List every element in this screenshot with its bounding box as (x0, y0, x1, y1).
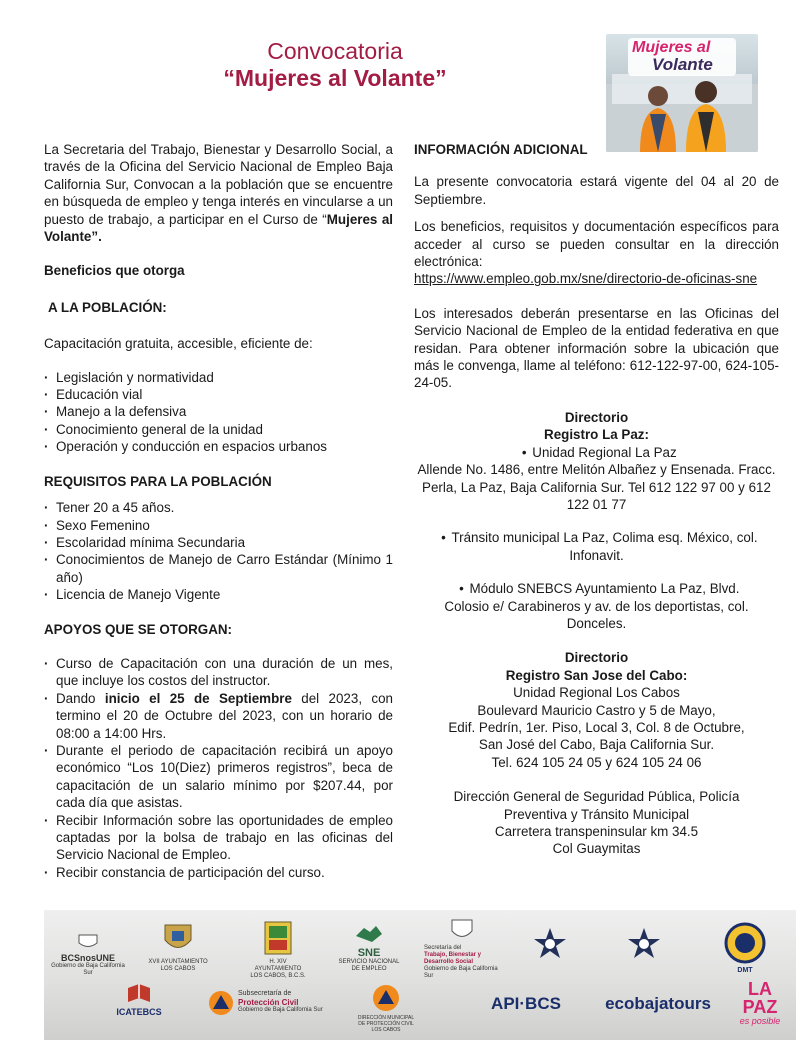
left-column (44, 141, 393, 881)
police-star-icon (626, 926, 662, 962)
intro-course-name: Mujeres al Volante”. (44, 211, 393, 245)
book-icon (126, 982, 152, 1004)
lp-modulo-text: Módulo SNEBCS Ayuntamiento La Paz, Blvd. Colosio e/ Carabineros y av. de los deportistas, col. Donceles. (444, 581, 749, 631)
coat-of-arms-icon (161, 922, 195, 956)
dmpc-logo-text: DIRECCIÓN MUNICIPAL DE PROTECCIÓN CIVIL LOS CABOS (357, 1015, 415, 1033)
lapaz-logo-text: LA PAZ (742, 979, 778, 1017)
dmt-logo-text: DMT (737, 967, 753, 974)
security-address: Carretera transpeninsular km 34.5 (494, 824, 699, 839)
training-intro: Capacitación gratuita, accesible, eficiente de: (44, 336, 313, 352)
sjc-office-name: Unidad Regional Los Cabos (513, 685, 680, 701)
validity-paragraph: La presente convocatoria estará vigente del 04 al 20 de Septiembre. (414, 174, 779, 207)
directory-url-link[interactable]: https://www.empleo.gob.mx/sne/directorio-de-oficinas-sne (414, 271, 758, 287)
handshake-icon (354, 922, 384, 944)
lapaz-logo-sub: es posible (739, 1016, 781, 1026)
directory-la-paz-heading: Directorio (564, 409, 629, 425)
police-star-icon (532, 926, 568, 962)
xvii-ayuntamiento-logo (148, 922, 208, 973)
lp-office-name (414, 444, 779, 461)
benefits-link-paragraph: Los beneficios, requisitos y documentación específicos para acceder al curso se pueden consultar en la dirección electrónica: (414, 219, 779, 270)
list-item: · Recibir constancia de participación del curso. (44, 864, 393, 881)
list-item: · Sexo Femenino (44, 517, 393, 534)
lp-modulo (414, 580, 779, 632)
list-item: · Escolaridad mínima Secundaria (44, 534, 393, 551)
list-item: · Operación y conducción en espacios urbanos (44, 438, 393, 455)
sjc-address-line: Edif. Pedrín, 1er. Piso, Local 3, Col. 8 de Octubre, (448, 719, 745, 735)
right-column (414, 141, 779, 858)
hero-banner-image (606, 34, 758, 152)
stbds-line-2: Trabajo, Bienestar y (424, 952, 482, 958)
list-item: · Educación vial (44, 386, 393, 403)
civil-protection-icon (372, 984, 400, 1012)
xiv-ayuntamiento-logo (248, 920, 308, 980)
sjc-phone: Tel. 624 105 24 05 y 624 105 24 06 (491, 754, 702, 770)
benefits-heading: Beneficios que otorga (44, 263, 185, 279)
bcs-logo-text: BCSnosUNE (60, 953, 115, 963)
list-item: · Legislación y normatividad (44, 369, 393, 386)
list-item: · Tener 20 a 45 años. (44, 499, 393, 516)
intro-paragraph (44, 141, 393, 245)
support-schedule-text: del 2023, con termino el 20 de Octubre del 2023, con un horario de 08:00 a 14:00 Hrs. (56, 690, 394, 741)
support-list (44, 655, 393, 881)
list-item (44, 690, 393, 742)
bullet-icon: • (459, 581, 464, 597)
benefits-list (44, 369, 393, 456)
list-item: · Conocimientos de Manejo de Carro Estándar (Mínimo 1 año) (44, 551, 393, 586)
support-start-date: inicio el 25 de Septiembre (104, 690, 292, 706)
xvii-logo-text: XVII AYUNTAMIENTO LOS CABOS (148, 959, 208, 972)
info-heading: INFORMACIÓN ADICIONAL (414, 142, 588, 157)
sjc-address-line: San José del Cabo, Baja California Sur. (478, 737, 715, 753)
municipal-emblem-icon (263, 920, 293, 956)
security-name: Dirección General de Seguridad Pública, Policía Preventiva y Tránsito Municipal (453, 789, 740, 822)
directory-los-cabos-heading: Directorio (564, 650, 629, 666)
lp-transito-text: Tránsito municipal La Paz, Colima esq. México, col. Infonavit. (451, 530, 758, 563)
shield-icon (77, 934, 99, 950)
dmt-badge-logo (722, 922, 768, 974)
registro-la-paz-heading: Registro La Paz: (544, 427, 649, 443)
lp-office-address: Allende No. 1486, entre Melitón Albañez y Ensenada. Fracc. Perla, La Paz, Baja California Sur. Tel 612 122 97 00 y 612 122 01 77 (417, 462, 776, 512)
sne-logo-text: SNE (357, 947, 381, 959)
stbds-logo (424, 918, 504, 980)
pc-line-2: Protección Civil (238, 998, 299, 1007)
bullet-icon: • (521, 444, 527, 460)
transit-badge-icon (724, 922, 766, 964)
security-address: Col Guaymitas (552, 841, 641, 857)
title-line-1: Convocatoria (267, 38, 403, 64)
api-bcs-logo (478, 994, 574, 1014)
stbds-line-3: Desarrollo Social (424, 959, 474, 965)
hero-logo-line-1: Mujeres al (632, 39, 711, 56)
lp-transito (414, 529, 779, 564)
requirements-list (44, 499, 393, 603)
support-heading: APOYOS QUE SE OTORGAN: (44, 621, 232, 637)
pc-line-3: Gobierno de Baja California Sur (238, 1007, 323, 1013)
sne-logo-sub: SERVICIO NACIONAL DE EMPLEO (338, 959, 400, 972)
bcs-nos-une-logo (48, 934, 128, 977)
list-item: · Recibir Información sobre las oportunidades de empleo captadas por la bolsa de trabajo en las oficinas del Servicio Nacional de Empleo. (44, 812, 393, 864)
police-star-logo-1 (530, 926, 570, 965)
list-item: · Curso de Capacitación con una duración de un mes, que incluye los costos del instructor. (44, 655, 393, 690)
population-heading: A LA POBLACIÓN: (48, 299, 167, 315)
stbds-line-1: Secretaría del (424, 945, 462, 951)
stbds-line-4: Gobierno de Baja California Sur (424, 966, 498, 979)
contact-paragraph: Los interesados deberán presentarse en las Oficinas del Servicio Nacional de Empleo de la entidad federativa en que residan. Para obtener información sobre la ubicación que más le convenga, llame al teléfono: 612-122-97-00, 624-105-24-05. (414, 305, 779, 391)
api-logo-text: API·BCS (491, 994, 561, 1013)
directory-url-paragraph (414, 270, 779, 287)
sne-logo (334, 922, 404, 973)
icatebcs-logo-text: ICATEBCS (116, 1007, 162, 1017)
dmpc-logo (356, 984, 416, 1033)
pc-line-1: Subsecretaría de (238, 990, 292, 997)
state-shield-icon (450, 918, 474, 942)
requirements-heading: REQUISITOS PARA LA POBLACIÓN (44, 473, 272, 489)
civil-protection-icon (208, 990, 234, 1016)
bcs-logo-sub: Gobierno de Baja California Sur (51, 963, 125, 976)
police-star-logo-2 (624, 926, 664, 965)
list-item: · Manejo a la defensiva (44, 403, 393, 420)
page-title (160, 38, 510, 92)
list-item: · Licencia de Manejo Vigente (44, 586, 393, 603)
list-item: · Durante el periodo de capacitación recibirá un apoyo económico “Los 10(Diez) primeros registros”, beca de capacitación de un salario mínimo por $207.44, por cada día que asistas. (44, 742, 393, 812)
intro-text: La Secretaria del Trabajo, Bienestar y Desarrollo Social, a través de la Oficina del Servicio Nacional de Empleo Baja California Sur, Convocan a la población que se encuentre en búsqueda de empleo y tenga interés en vincularse a un puesto de trabajo, a participar en el Curso de “ (44, 142, 393, 227)
ecobajatours-logo (598, 994, 718, 1014)
bullet-icon: • (441, 530, 446, 546)
footer-logos-band (44, 910, 796, 1040)
lp-office-name-text: Unidad Regional La Paz (532, 444, 677, 460)
support-start-text: Dando (56, 690, 105, 706)
proteccion-civil-logo (208, 990, 328, 1016)
hero-logo-line-2: Volante (652, 55, 713, 74)
list-item: · Conocimiento general de la unidad (44, 421, 393, 438)
title-line-2: “Mujeres al Volante” (223, 65, 447, 91)
la-paz-es-posible-logo (730, 980, 790, 1026)
registro-sjc-heading: Registro San Jose del Cabo: (505, 667, 688, 683)
sjc-address-line: Boulevard Mauricio Castro y 5 de Mayo, (477, 702, 716, 718)
xiv-logo-text: H. XIV AYUNTAMIENTO LOS CABOS, B.C.S. (250, 959, 306, 979)
eco-logo-text: ecobajatours (605, 994, 711, 1013)
icatebcs-logo (104, 982, 174, 1017)
